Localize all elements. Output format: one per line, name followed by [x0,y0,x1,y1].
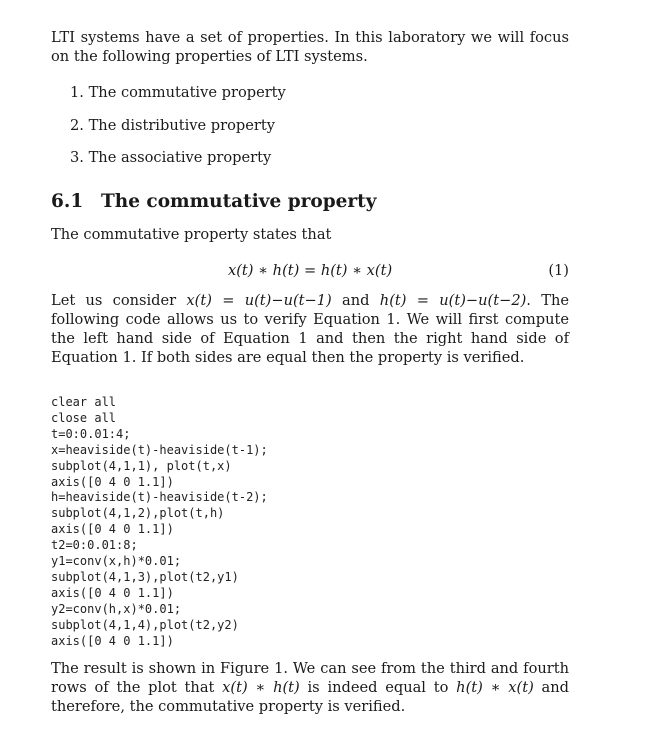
section-title: The commutative property [101,191,377,212]
list-item: 1. The commutative property [70,84,286,101]
section-heading [51,191,376,212]
consider-paragraph [51,291,569,367]
result-text-1: The result is shown in Figure 1. We can see from the third and fourth rows of the plot that [51,660,569,696]
result-text-2: is indeed equal to [299,679,457,696]
equation-1 [51,262,569,282]
consider-text-2: and [331,292,380,309]
consider-text-3: . The following code allows us to verify Equation 1. We will first compute the left hand side of Equation 1 and then the right hand side of Equation 1. If both sides are equal then the property is verified. [51,292,569,366]
result-paragraph [51,659,569,716]
equation-expression: x(t) ∗ h(t) = h(t) ∗ x(t) [228,262,393,279]
list-item: 2. The distributive property [70,116,275,134]
consider-math-h: h(t) = u(t)−u(t−2) [379,292,527,309]
states-paragraph: The commutative property states that [51,226,332,243]
intro-paragraph: LTI systems have a set of properties. In this laboratory we will focus on the following properties of LTI systems. [51,29,569,65]
result-math-hx: h(t) ∗ x(t) [456,679,534,696]
result-math-xh: x(t) ∗ h(t) [222,679,300,696]
consider-math-x: x(t) = u(t)−u(t−1) [186,292,332,309]
matlab-code-listing: clear all close all t=0:0.01:4; x=heaviside(t)-heaviside(t-1); subplot(4,1,1), plot(t,x) axis([0 4 0 1.1]) h=heaviside(t)-heaviside(t-2); subplot(4,1,2),plot(t,h) axis([0 4 0 1.1]) t2=0:0.01:8; y1=conv(x,h)*0.01; subplot(4,1,3),plot(t2,y1) axis([0 4 0 1.1]) y2=conv(h,x)*0.01; subplot(4,1,4),plot(t2,y2) axis([0 4 0 1.1]) [51,395,268,648]
properties-list [70,83,286,181]
list-item: 3. The associative property [70,149,272,166]
result-text-3: and therefore, the commutative property is verified. [51,679,569,715]
section-number: 6.1 [51,191,84,212]
consider-text-1: Let us consider [51,292,187,309]
equation-number: (1) [548,262,569,279]
